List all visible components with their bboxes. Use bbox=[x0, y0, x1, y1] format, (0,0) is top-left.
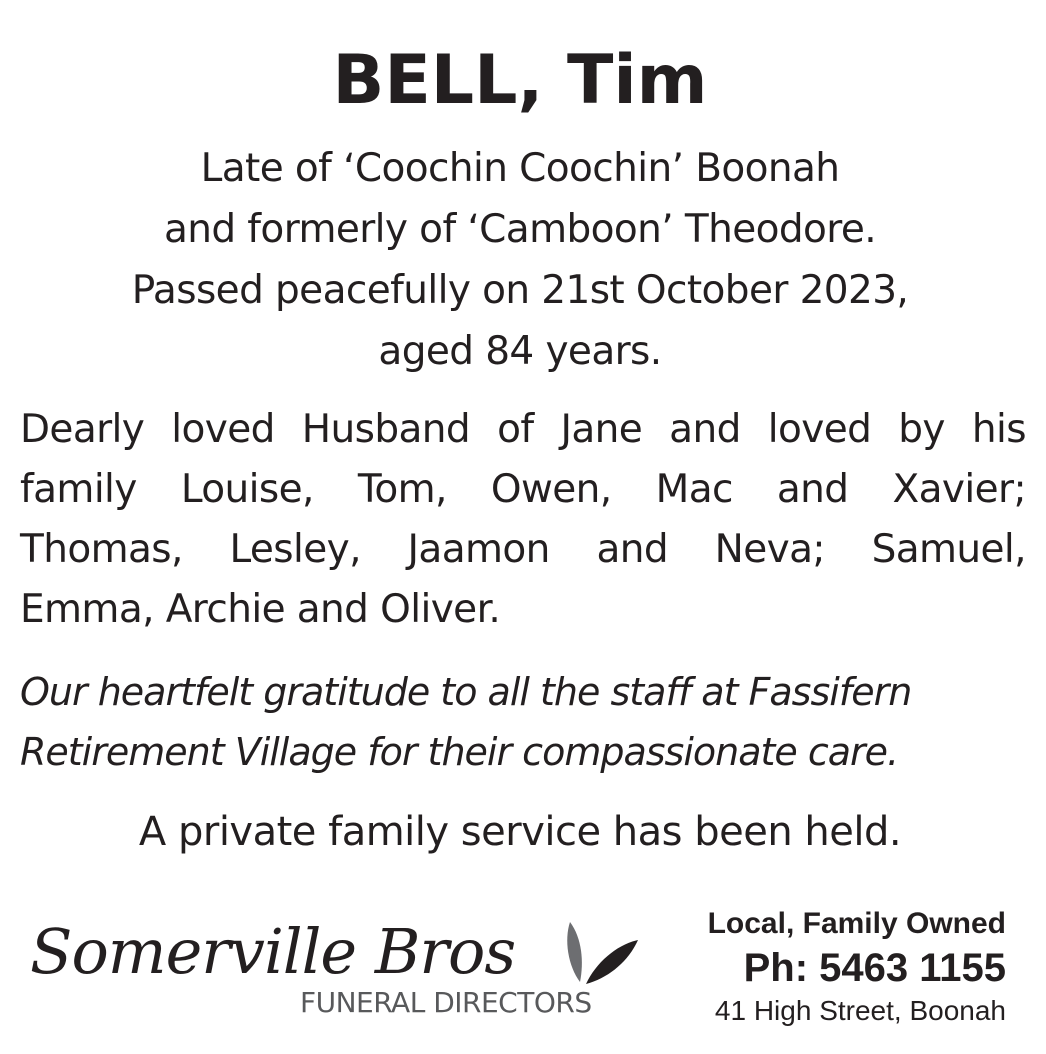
family-paragraph bbox=[20, 400, 1026, 640]
brand-name: Somerville Bros bbox=[30, 915, 516, 988]
contact-block bbox=[708, 904, 1006, 1030]
family-word: Xavier; bbox=[892, 467, 1026, 512]
family-word: and bbox=[776, 467, 849, 512]
intro-line: Late of ‘Coochin Coochin’ Boonah bbox=[200, 146, 840, 191]
family-word: Dearly bbox=[20, 407, 145, 452]
gratitude-line: Retirement Village for their compassionate care. bbox=[20, 730, 899, 774]
family-word: loved bbox=[171, 407, 275, 452]
family-word: Owen, bbox=[490, 467, 612, 512]
intro-line: aged 84 years. bbox=[378, 329, 662, 374]
notice-title: BELL, Tim bbox=[332, 41, 708, 120]
family-word: and bbox=[669, 407, 741, 452]
service-notice: A private family service has been held. bbox=[138, 809, 902, 855]
family-word: of bbox=[497, 407, 534, 452]
phone-number: Ph: 5463 1155 bbox=[743, 946, 1006, 990]
family-word: loved bbox=[767, 407, 872, 452]
intro-line: Passed peacefully on 21st October 2023, bbox=[131, 268, 909, 313]
family-word: Lesley, bbox=[229, 527, 361, 572]
notice-intro bbox=[0, 138, 1040, 382]
family-line bbox=[20, 460, 1026, 520]
leaf-icon-right-petal bbox=[586, 940, 638, 984]
family-word: Samuel, bbox=[871, 527, 1026, 572]
family-word: by bbox=[898, 407, 945, 452]
tagline: Local, Family Owned bbox=[707, 907, 1006, 940]
address: 41 High Street, Boonah bbox=[714, 995, 1006, 1026]
family-word: Mac bbox=[655, 467, 733, 512]
family-word: Louise, bbox=[180, 467, 314, 512]
family-word: his bbox=[971, 407, 1026, 452]
family-word: Husband bbox=[301, 407, 471, 452]
family-word: Jane bbox=[560, 407, 643, 452]
leaf-icon bbox=[560, 910, 642, 990]
family-word: Jaamon bbox=[407, 527, 550, 572]
family-line bbox=[20, 400, 1026, 460]
family-word: Neva; bbox=[714, 527, 825, 572]
family-word: family bbox=[20, 467, 137, 512]
gratitude-line: Our heartfelt gratitude to all the staff at Fassifern bbox=[20, 670, 912, 714]
family-word: Tom, bbox=[357, 467, 447, 512]
funeral-director-ad bbox=[0, 900, 1046, 1054]
family-line bbox=[20, 520, 1026, 580]
brand-subtitle: FUNERAL DIRECTORS bbox=[300, 986, 592, 1019]
intro-line: and formerly of ‘Camboon’ Theodore. bbox=[163, 207, 877, 252]
gratitude-paragraph bbox=[20, 662, 1026, 782]
family-word: and bbox=[596, 527, 669, 572]
family-line: Emma, Archie and Oliver. bbox=[20, 587, 501, 632]
leaf-icon-left-petal bbox=[567, 922, 582, 982]
family-word: Thomas, bbox=[20, 527, 183, 572]
